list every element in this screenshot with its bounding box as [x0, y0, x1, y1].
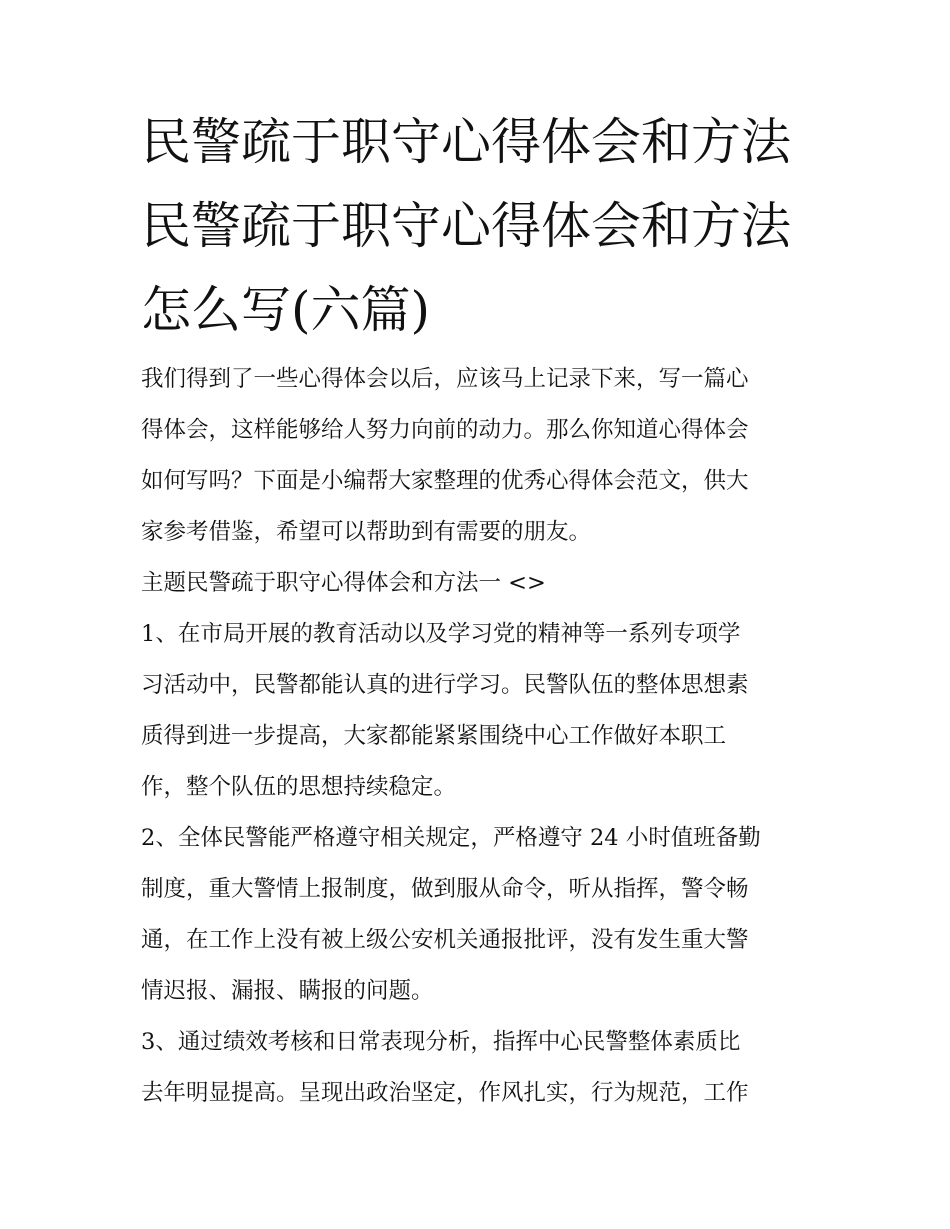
item-3-paragraph	[141, 1017, 813, 1119]
paragraph-line: 3、通过绩效考核和日常表现分析，指挥中心民警整体素质比	[141, 1029, 741, 1055]
paragraph-line: 制度，重大警情上报制度，做到服从命令，听从指挥，警令畅	[141, 876, 749, 902]
paragraph-line: 1、在市局开展的教育活动以及学习党的精神等一系列专项学	[141, 621, 741, 647]
title-line: 民警疏于职守心得体会和方法	[141, 113, 791, 171]
topic-line: 主题民警疏于职守心得体会和方法一 <>	[141, 570, 546, 596]
paragraph-line: 如何写吗？下面是小编帮大家整理的优秀心得体会范文，供大	[141, 468, 749, 494]
paragraph-line: 情迟报、漏报、瞒报的问题。	[141, 978, 434, 1004]
item-2-paragraph	[141, 813, 813, 1017]
document-body	[141, 100, 813, 1119]
paragraph-line: 习活动中，民警都能认真的进行学习。民警队伍的整体思想素	[141, 672, 749, 698]
paragraph-line: 2、全体民警能严格遵守相关规定，严格遵守 24 小时值班备勤	[141, 825, 761, 851]
paragraph-line: 通，在工作上没有被上级公安机关通报批评，没有发生重大警	[141, 927, 749, 953]
title-line: 民警疏于职守心得体会和方法	[141, 197, 791, 255]
paragraph-line: 去年明显提高。呈现出政治坚定，作风扎实，行为规范，工作	[141, 1080, 749, 1106]
paragraph-line: 质得到进一步提高，大家都能紧紧围绕中心工作做好本职工	[141, 723, 727, 749]
title-line: 怎么写(六篇)	[141, 281, 431, 339]
paragraph-line: 得体会，这样能够给人努力向前的动力。那么你知道心得体会	[141, 417, 749, 443]
intro-paragraph	[141, 354, 813, 558]
paragraph-line: 家参考借鉴，希望可以帮助到有需要的朋友。	[141, 519, 592, 545]
item-1-paragraph	[141, 609, 813, 813]
paragraph-line: 我们得到了一些心得体会以后，应该马上记录下来，写一篇心	[141, 366, 749, 392]
document-title	[141, 100, 813, 352]
paragraph-line: 作，整个队伍的思想持续稳定。	[141, 774, 457, 800]
topic-heading	[141, 558, 813, 609]
